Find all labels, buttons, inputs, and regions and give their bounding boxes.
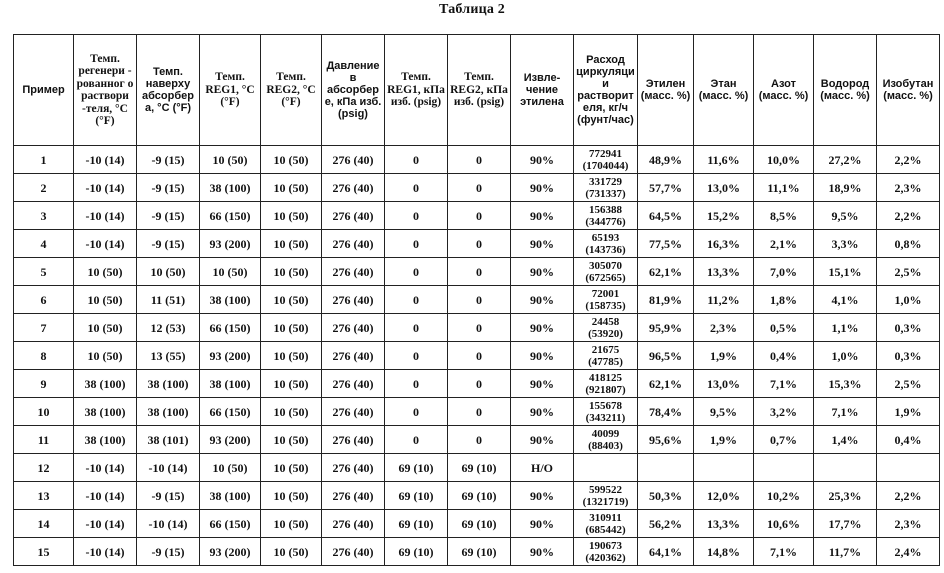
table-cell: 93 (200): [200, 342, 261, 370]
table-cell: 38 (100): [200, 482, 261, 510]
rate-value: 40099: [591, 427, 620, 440]
rate-value: 65193: [591, 231, 620, 244]
table-row: [14, 202, 940, 230]
table-cell-rate: [574, 510, 638, 538]
table-cell: 0,3%: [877, 314, 940, 342]
table-cell: 276 (40): [322, 286, 385, 314]
table-cell: 7,0%: [754, 258, 814, 286]
table-cell: 90%: [511, 286, 574, 314]
rate-value: 21675: [591, 343, 620, 356]
table-cell: 0: [448, 398, 511, 426]
table-cell: 90%: [511, 426, 574, 454]
header-cell: Темп. REG1, кПа изб. (psig): [385, 35, 448, 146]
table-cell: 0: [448, 426, 511, 454]
rate-value: (921807): [585, 383, 626, 396]
table-cell: 69 (10): [385, 482, 448, 510]
table-cell: -9 (15): [137, 146, 200, 174]
table-cell: -10 (14): [74, 510, 137, 538]
table-cell: 6: [14, 286, 74, 314]
table-cell-rate: [574, 174, 638, 202]
table-row: [14, 230, 940, 258]
table-cell: 276 (40): [322, 258, 385, 286]
table-cell: 10 (50): [74, 258, 137, 286]
table-cell: 10 (50): [261, 538, 322, 566]
table-cell: 90%: [511, 230, 574, 258]
table-row: [14, 314, 940, 342]
table-cell: 2,3%: [877, 174, 940, 202]
table-cell-rate: [574, 286, 638, 314]
table-cell: 4: [14, 230, 74, 258]
table-cell: 69 (10): [448, 454, 511, 482]
header-cell: Темп. наверху абсорбер а, °C (°F): [137, 35, 200, 146]
table-cell: 2,2%: [877, 482, 940, 510]
table-cell: 276 (40): [322, 454, 385, 482]
table-cell: 10 (50): [261, 426, 322, 454]
table-row: [14, 342, 940, 370]
table-cell: 276 (40): [322, 426, 385, 454]
table-cell: 64,1%: [638, 538, 694, 566]
table-cell-rate: [574, 258, 638, 286]
table-cell: 95,9%: [638, 314, 694, 342]
table-cell: 0: [448, 258, 511, 286]
table-cell: 10: [14, 398, 74, 426]
table-cell: 69 (10): [448, 510, 511, 538]
table-cell: 0,7%: [754, 426, 814, 454]
table-cell: 7,1%: [754, 370, 814, 398]
table-cell: 9: [14, 370, 74, 398]
table-cell: 13,0%: [694, 370, 754, 398]
table-row: [14, 174, 940, 202]
table-cell: 50,3%: [638, 482, 694, 510]
table-cell: 27,2%: [814, 146, 877, 174]
table-cell-rate: [574, 342, 638, 370]
rate-value: 418125: [589, 371, 622, 384]
table-cell: 1,9%: [694, 426, 754, 454]
table-cell: 16,3%: [694, 230, 754, 258]
header-cell: Расход циркуляци и растворит еля, кг/ч (фунт/час): [574, 35, 638, 146]
table-cell: 90%: [511, 538, 574, 566]
table-cell: 12 (53): [137, 314, 200, 342]
table-cell: -10 (14): [74, 230, 137, 258]
table-cell: 0: [385, 258, 448, 286]
table-cell: 7: [14, 314, 74, 342]
table-cell: 10 (50): [200, 258, 261, 286]
table-cell: 0: [385, 342, 448, 370]
header-cell: Азот (масс. %): [754, 35, 814, 146]
table-cell: 10 (50): [261, 146, 322, 174]
table-cell: -10 (14): [74, 538, 137, 566]
table-cell: 3,3%: [814, 230, 877, 258]
table-cell: -9 (15): [137, 538, 200, 566]
rate-value: (1704044): [582, 159, 629, 172]
table-cell: 0: [385, 146, 448, 174]
table-cell: 11,2%: [694, 286, 754, 314]
table-cell: 2,2%: [877, 202, 940, 230]
table-cell: 10 (50): [261, 482, 322, 510]
table-cell-rate: [574, 202, 638, 230]
table-cell: 77,5%: [638, 230, 694, 258]
table-cell: 10 (50): [261, 258, 322, 286]
table-row: [14, 370, 940, 398]
table-cell: [638, 454, 694, 482]
table-cell: 48,9%: [638, 146, 694, 174]
table-cell: 10 (50): [74, 286, 137, 314]
table-cell: -9 (15): [137, 174, 200, 202]
table-cell: 10 (50): [261, 230, 322, 258]
table-cell: -10 (14): [74, 482, 137, 510]
rate-value: (343211): [585, 411, 626, 424]
table-cell: 38 (101): [137, 426, 200, 454]
rate-value: (53920): [588, 327, 623, 340]
table-cell: 10 (50): [261, 454, 322, 482]
rate-value: (88403): [588, 439, 623, 452]
header-cell: Извле- чение этилена: [511, 35, 574, 146]
table-cell-rate: [574, 482, 638, 510]
header-cell: Этан (масс. %): [694, 35, 754, 146]
header-cell: Темп. REG1, °C (°F): [200, 35, 261, 146]
table-cell: -9 (15): [137, 202, 200, 230]
table-cell: 276 (40): [322, 538, 385, 566]
table-cell: 62,1%: [638, 370, 694, 398]
table-cell: 2,4%: [877, 538, 940, 566]
table-cell: 69 (10): [448, 538, 511, 566]
table-cell: 38 (100): [74, 370, 137, 398]
table-cell: 7,1%: [814, 398, 877, 426]
table-cell: Н/О: [511, 454, 574, 482]
table-cell: 2,2%: [877, 146, 940, 174]
rate-value: 599522: [589, 483, 622, 496]
table-cell: 11,1%: [754, 174, 814, 202]
table-cell: 66 (150): [200, 202, 261, 230]
table-cell: 9,5%: [814, 202, 877, 230]
table-cell: 69 (10): [385, 454, 448, 482]
header-cell: Водород (масс. %): [814, 35, 877, 146]
table-cell: 0: [385, 230, 448, 258]
table-cell: 66 (150): [200, 510, 261, 538]
table-cell: 10 (50): [200, 454, 261, 482]
table-cell: 90%: [511, 202, 574, 230]
table-cell: 0: [448, 342, 511, 370]
table-cell: 93 (200): [200, 426, 261, 454]
table-cell: -10 (14): [137, 510, 200, 538]
table-cell: 93 (200): [200, 230, 261, 258]
table-cell: 11: [14, 426, 74, 454]
table-cell: 95,6%: [638, 426, 694, 454]
table-cell: -10 (14): [74, 146, 137, 174]
table-cell: 5: [14, 258, 74, 286]
data-table: [13, 34, 940, 566]
table-cell: 11,6%: [694, 146, 754, 174]
table-cell: 12: [14, 454, 74, 482]
rate-value: (420362): [585, 551, 626, 564]
table-cell: 3: [14, 202, 74, 230]
table-cell: 0: [448, 202, 511, 230]
table-cell: 0,8%: [877, 230, 940, 258]
table-row: [14, 510, 940, 538]
table-row: [14, 454, 940, 482]
table-body: [14, 146, 940, 566]
table-cell: 10,6%: [754, 510, 814, 538]
rate-value: 24458: [591, 315, 620, 328]
table-cell: 90%: [511, 258, 574, 286]
table-cell: 38 (100): [200, 286, 261, 314]
table-cell: 69 (10): [448, 482, 511, 510]
table-cell: 15,1%: [814, 258, 877, 286]
table-cell: 276 (40): [322, 398, 385, 426]
table-cell: 96,5%: [638, 342, 694, 370]
table-cell: 81,9%: [638, 286, 694, 314]
header-cell: Темп. REG2, °C (°F): [261, 35, 322, 146]
rate-value: 772941: [589, 147, 622, 160]
table-cell: 90%: [511, 370, 574, 398]
table-cell: 69 (10): [385, 510, 448, 538]
table-cell: 276 (40): [322, 202, 385, 230]
table-cell: 25,3%: [814, 482, 877, 510]
table-cell: 10 (50): [261, 398, 322, 426]
table-cell: 13,0%: [694, 174, 754, 202]
rate-value: (158735): [585, 299, 626, 312]
table-cell: 0: [385, 286, 448, 314]
table-cell-rate: [574, 426, 638, 454]
table-cell: 8: [14, 342, 74, 370]
table-cell: [754, 454, 814, 482]
table-cell: 66 (150): [200, 398, 261, 426]
table-cell: -10 (14): [74, 202, 137, 230]
table-cell: 2,3%: [694, 314, 754, 342]
table-cell: 276 (40): [322, 370, 385, 398]
table-cell-rate: [574, 314, 638, 342]
page-title: Таблица 2: [439, 2, 505, 17]
table-cell: 10 (50): [137, 258, 200, 286]
table-cell: 0: [448, 174, 511, 202]
table-cell: 0,4%: [754, 342, 814, 370]
rate-value: (47785): [588, 355, 623, 368]
table-cell: -10 (14): [137, 454, 200, 482]
table-cell: 0: [448, 286, 511, 314]
table-cell: 10 (50): [200, 146, 261, 174]
table-cell: 2: [14, 174, 74, 202]
table-cell: 17,7%: [814, 510, 877, 538]
table-cell-rate: [574, 146, 638, 174]
table-cell: 2,1%: [754, 230, 814, 258]
table-cell: 56,2%: [638, 510, 694, 538]
table-cell: 38 (100): [137, 398, 200, 426]
rate-value: 156388: [589, 203, 622, 216]
table-cell: 57,7%: [638, 174, 694, 202]
table-cell: 10 (50): [261, 370, 322, 398]
table-cell: 64,5%: [638, 202, 694, 230]
table-cell: 66 (150): [200, 314, 261, 342]
table-cell: -10 (14): [74, 174, 137, 202]
header-row: [14, 35, 940, 146]
table-cell: 1,1%: [814, 314, 877, 342]
rate-value: (672565): [585, 271, 626, 284]
table-row: [14, 482, 940, 510]
table-cell-rate: [574, 370, 638, 398]
table-cell: 1,0%: [877, 286, 940, 314]
table-cell: 90%: [511, 174, 574, 202]
table-cell: -10 (14): [74, 454, 137, 482]
table-cell: -9 (15): [137, 482, 200, 510]
table-cell: 10 (50): [261, 342, 322, 370]
table-cell: 0: [385, 398, 448, 426]
table-cell: 38 (100): [137, 370, 200, 398]
table-cell: 276 (40): [322, 510, 385, 538]
table-cell: 14: [14, 510, 74, 538]
table-cell: 0: [385, 174, 448, 202]
table-cell: 14,8%: [694, 538, 754, 566]
table-cell: 1: [14, 146, 74, 174]
table-cell: 276 (40): [322, 146, 385, 174]
table-cell-rate: [574, 454, 638, 482]
table-cell: 276 (40): [322, 314, 385, 342]
rate-value: 72001: [591, 287, 620, 300]
table-cell: 69 (10): [385, 538, 448, 566]
table-cell: 10 (50): [261, 174, 322, 202]
table-cell: 8,5%: [754, 202, 814, 230]
table-cell-rate: [574, 230, 638, 258]
table-cell: [814, 454, 877, 482]
table-cell: 90%: [511, 146, 574, 174]
table-cell: 1,9%: [877, 398, 940, 426]
table-row: [14, 398, 940, 426]
table-row: [14, 538, 940, 566]
table-cell: 15: [14, 538, 74, 566]
table-row: [14, 258, 940, 286]
table-cell: 13: [14, 482, 74, 510]
rate-value: 155678: [589, 399, 622, 412]
table-cell: 10 (50): [261, 314, 322, 342]
table-cell: 0,3%: [877, 342, 940, 370]
rate-value: 310911: [589, 511, 622, 524]
table-cell: 276 (40): [322, 230, 385, 258]
rate-value: (685442): [585, 523, 626, 536]
header-cell: Этилен (масс. %): [638, 35, 694, 146]
table-cell: 276 (40): [322, 482, 385, 510]
table-cell: 90%: [511, 482, 574, 510]
table-cell: 0: [385, 370, 448, 398]
table-cell: 0: [448, 370, 511, 398]
table-cell: 90%: [511, 510, 574, 538]
table-cell: 10 (50): [261, 510, 322, 538]
table-cell: 10 (50): [261, 286, 322, 314]
table-cell: 13,3%: [694, 258, 754, 286]
table-cell: 1,4%: [814, 426, 877, 454]
table-cell: 0: [448, 314, 511, 342]
table-cell: 2,5%: [877, 258, 940, 286]
table-cell: 38 (100): [200, 370, 261, 398]
table-cell: 93 (200): [200, 538, 261, 566]
rate-value: (143736): [585, 243, 626, 256]
table-cell: 0: [448, 146, 511, 174]
table-row: [14, 146, 940, 174]
table-cell: 90%: [511, 314, 574, 342]
table-cell: 15,2%: [694, 202, 754, 230]
rate-value: (731337): [585, 187, 626, 200]
rate-value: (344776): [585, 215, 626, 228]
table-cell: 10,0%: [754, 146, 814, 174]
header-cell: Давление в абсорбер е, кПа изб. (psig): [322, 35, 385, 146]
table-cell: 13,3%: [694, 510, 754, 538]
table-cell: 38 (100): [200, 174, 261, 202]
table-cell: 0: [448, 230, 511, 258]
table-cell: [877, 454, 940, 482]
table-cell: 13 (55): [137, 342, 200, 370]
table-cell: 90%: [511, 342, 574, 370]
table-cell: 62,1%: [638, 258, 694, 286]
table-cell: -9 (15): [137, 230, 200, 258]
table-cell: 7,1%: [754, 538, 814, 566]
table-cell: 1,9%: [694, 342, 754, 370]
table-cell: 10,2%: [754, 482, 814, 510]
table-cell: 11 (51): [137, 286, 200, 314]
header-cell: Темп. регенери - рованног о раствори -теля, °C (°F): [74, 35, 137, 146]
header-cell: Темп. REG2, кПа изб. (psig): [448, 35, 511, 146]
table-row: [14, 286, 940, 314]
table-cell: 1,8%: [754, 286, 814, 314]
table-cell: 90%: [511, 398, 574, 426]
table-cell: 9,5%: [694, 398, 754, 426]
table-cell: 15,3%: [814, 370, 877, 398]
rate-value: 190673: [589, 539, 622, 552]
table-cell: 276 (40): [322, 174, 385, 202]
table-cell: 2,3%: [877, 510, 940, 538]
table-cell-rate: [574, 538, 638, 566]
header-cell: Пример: [14, 35, 74, 146]
rate-value: 305070: [589, 259, 622, 272]
table-cell: 11,7%: [814, 538, 877, 566]
table-cell: 78,4%: [638, 398, 694, 426]
header-cell: Изобутан (масс. %): [877, 35, 940, 146]
table-cell: 10 (50): [74, 342, 137, 370]
table-cell: 2,5%: [877, 370, 940, 398]
table-cell: 276 (40): [322, 342, 385, 370]
table-cell: 0,5%: [754, 314, 814, 342]
table-cell: 10 (50): [74, 314, 137, 342]
table-cell: 0: [385, 202, 448, 230]
table-cell-rate: [574, 398, 638, 426]
table-cell: 0: [385, 426, 448, 454]
table-cell: 10 (50): [261, 202, 322, 230]
rate-value: 331729: [589, 175, 622, 188]
rate-value: (1321719): [582, 495, 629, 508]
table-cell: 38 (100): [74, 398, 137, 426]
table-cell: 18,9%: [814, 174, 877, 202]
table-cell: 12,0%: [694, 482, 754, 510]
table-cell: 1,0%: [814, 342, 877, 370]
table-row: [14, 426, 940, 454]
table-cell: 4,1%: [814, 286, 877, 314]
table-cell: 3,2%: [754, 398, 814, 426]
table-cell: 0: [385, 314, 448, 342]
table-cell: [694, 454, 754, 482]
table-cell: 38 (100): [74, 426, 137, 454]
table-cell: 0,4%: [877, 426, 940, 454]
